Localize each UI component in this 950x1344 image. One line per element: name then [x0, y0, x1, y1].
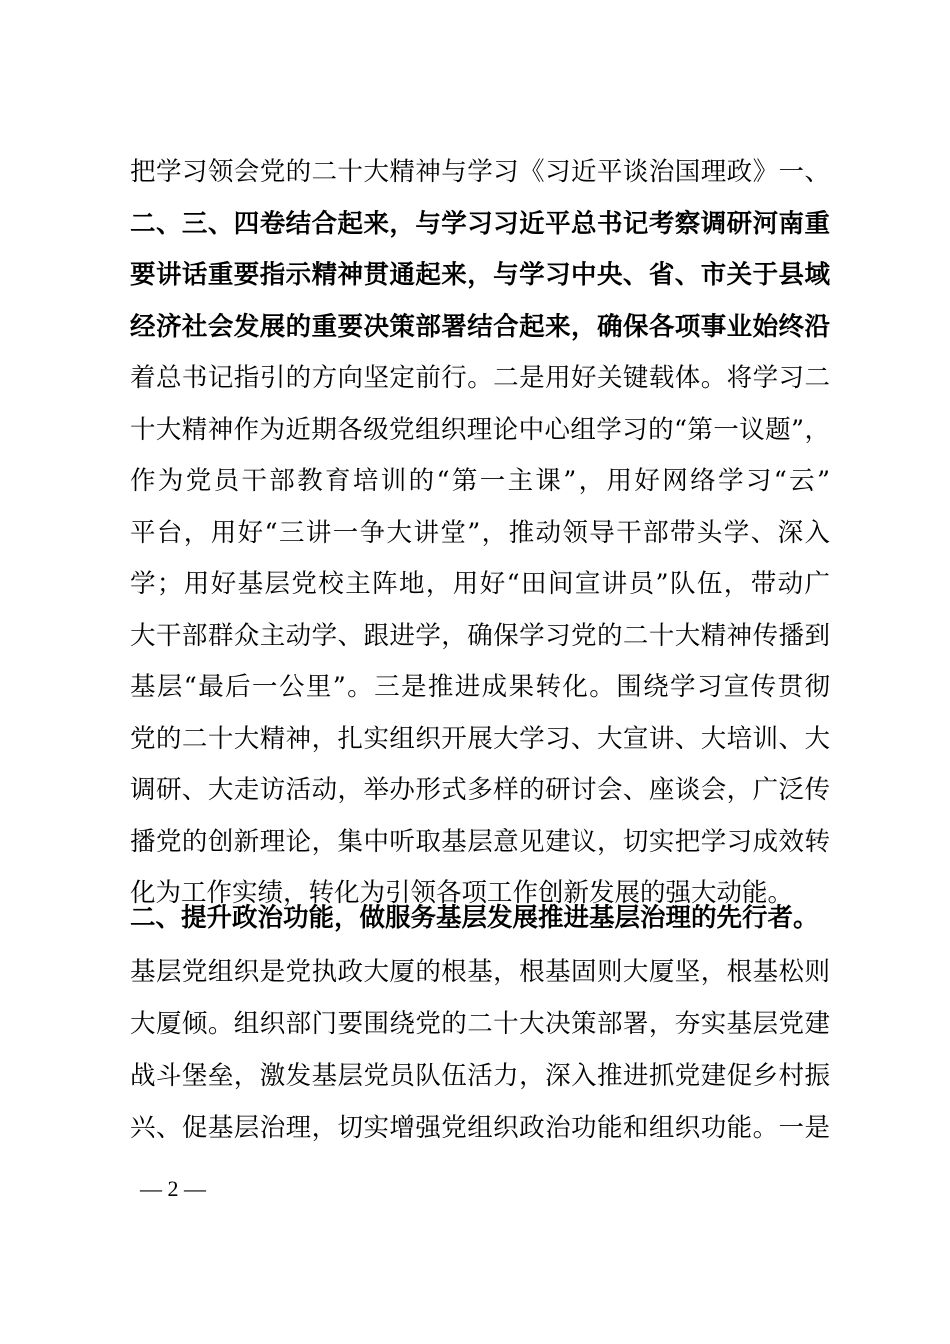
paragraph-line: 基层“最后一公里”。三是推进成果转化。围绕学习宣传贯彻	[130, 672, 830, 702]
paragraph-line: 着总书记指引的方向坚定前行。二是用好关键载体。将学习二	[130, 363, 830, 393]
paragraph-line: 大厦倾。组织部门要围绕党的二十大决策部署，夯实基层党建	[130, 1009, 830, 1039]
paragraph-line: 平台，用好“三讲一争大讲堂”，推动领导干部带头学、深入	[130, 517, 830, 548]
paragraph-line: 党的二十大精神，扎实组织开展大学习、大宣讲、大培训、大	[130, 723, 830, 754]
paragraph-line: 二、三、四卷结合起来，与学习习近平总书记考察调研河南重	[130, 208, 830, 239]
paragraph-line: 要讲话重要指示精神贯通起来，与学习中央、省、市关于县域	[130, 260, 830, 290]
paragraph-line: 经济社会发展的重要决策部署结合起来，确保各项事业始终沿	[130, 311, 830, 342]
paragraph-line: 基层党组织是党执政大厦的根基，根基固则大厦坚，根基松则	[130, 957, 830, 987]
paragraph-line: 大干部群众主动学、跟进学，确保学习党的二十大精神传播到	[130, 620, 830, 651]
paragraph-line: 学；用好基层党校主阵地，用好“田间宣讲员”队伍，带动广	[130, 569, 830, 599]
paragraph-line: 调研、大走访活动，举办形式多样的研讨会、座谈会，广泛传	[130, 775, 830, 805]
section-heading: 二、提升政治功能，做服务基层发展推进基层治理的先行者。	[130, 903, 819, 933]
paragraph-line: 战斗堡垒，激发基层党员队伍活力，深入推进抓党建促乡村振	[130, 1061, 830, 1091]
paragraph-line: 播党的创新理论，集中听取基层意见建议，切实把学习成效转	[130, 826, 830, 857]
paragraph-line: 十大精神作为近期各级党组织理论中心组学习的“第一议题”，	[130, 414, 830, 445]
page-number: — 2 —	[140, 1176, 206, 1201]
paragraph-line: 化为工作实绩，转化为引领各项工作创新发展的强大动能。	[130, 878, 794, 908]
paragraph-line: 兴、促基层治理，切实增强党组织政治功能和组织功能。一是	[130, 1113, 830, 1143]
paragraph-line: 把学习领会党的二十大精神与学习《习近平谈治国理政》一、	[130, 157, 830, 187]
paragraph-line: 作为党员干部教育培训的“第一主课”，用好网络学习“云”	[130, 466, 830, 496]
